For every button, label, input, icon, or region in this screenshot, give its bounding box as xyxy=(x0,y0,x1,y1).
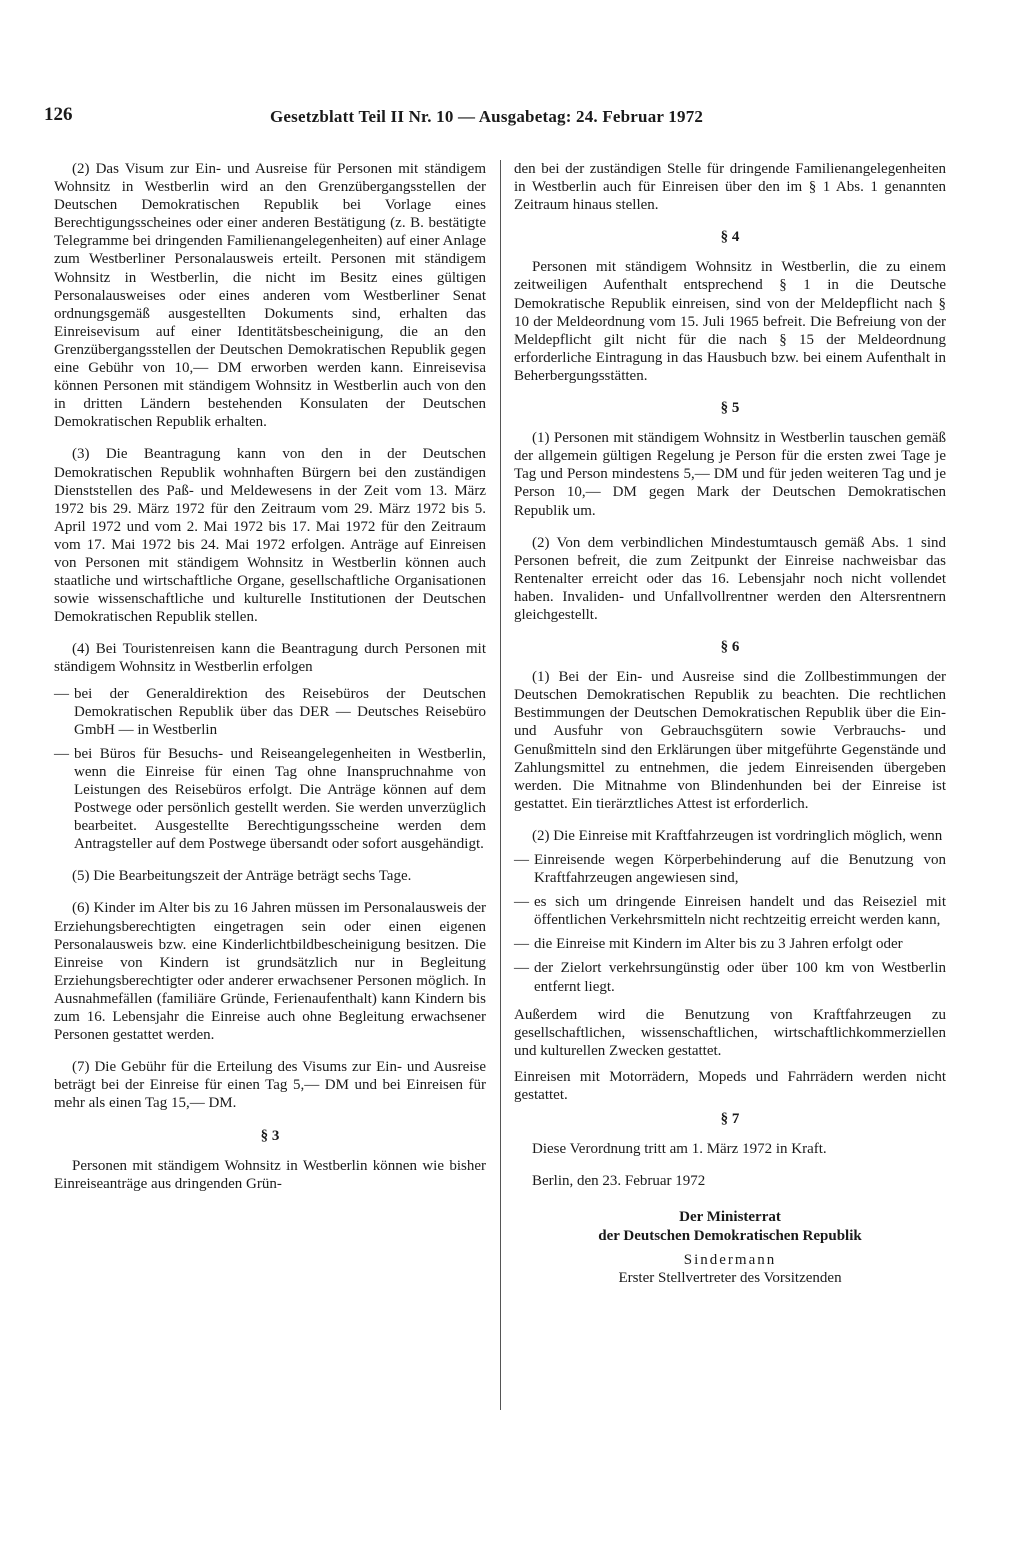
section-heading-7: § 7 xyxy=(720,1111,740,1128)
section-6-paragraph-4: Einreisen mit Motorrädern, Mopeds und Fahrrädern werden nicht gestattet. xyxy=(514,1068,946,1104)
paragraph-3: (3) Die Beantragung kann von den in der Deutschen Demokratischen Republik wohnhaften Bürgern bei den zuständigen Dienststellen des Paß- und Meldewesens in der Zeit vom 13. März 1972 bis 29. März 1972 für den Zeitraum vom 29. März 1972 bis 5. April 1972 und vom 2. Mai 1972 bis 17. Mai 1972 für den Zeitraum vom 17. Mai 1972 bis 24. Mai 1972 erfolgen. Anträge auf Einreisen von Personen mit ständigem Wohnsitz in Westberlin können auch staatliche und wirtschaftliche Organe, gesellschaftliche Organisationen sowie wissenschaftliche und kulturelle Institutionen der Deutschen Demokratischen Republik stellen. xyxy=(54,446,486,626)
dash-mark: — xyxy=(514,936,529,953)
signer-title: Erster Stellvertreter des Vorsitzenden xyxy=(618,1269,842,1286)
section-4-text: Personen mit ständigem Wohnsitz in Westberlin, die zu einem zeitweiligen Aufenthalt entsprechend § 1 in die Deutsche Demokratische Republik einreisen, sind von der Meldepflicht nach § 10 der Meldeordnung vom 15. Juli 1965 befreit. Die Befreiung von der Meldepflicht gilt nicht für die nach § 15 der Meldeordnung erforderliche Eintragung in das Hausbuch bzw. bei einem Aufenthalt in Beherbergungsstätten. xyxy=(514,259,946,384)
right-column xyxy=(514,160,946,1287)
signer-name: Sindermann xyxy=(683,1251,777,1268)
section-6-paragraph-3: Außerdem wird die Benutzung von Kraftfahrzeugen zu gesellschaftlichen, wissenschaftlichen, wirtschaftlichkommerziellen und kulturellen Zwecken gestattet. xyxy=(514,1006,946,1059)
section-5-paragraph-2: (2) Von dem verbindlichen Mindestumtausch gemäß Abs. 1 sind Personen befreit, die zum Zeitpunkt der Einreise nachweisbar das Rentenalter erreicht oder das 16. Lebensjahr noch nicht vollendet haben. Invaliden- und Unfallvollrentner werden den Altersrentnern gleichgestellt. xyxy=(514,534,946,623)
dash-mark: — xyxy=(54,745,69,762)
list-item xyxy=(54,745,486,854)
authority-line-2: der Deutschen Demokratischen Republik xyxy=(598,1227,862,1244)
dash-mark: — xyxy=(514,960,529,977)
section-heading-4: § 4 xyxy=(720,229,740,246)
paragraph-4: (4) Bei Touristenreisen kann die Beantragung durch Personen mit ständigem Wohnsitz in Westberlin erfolgen xyxy=(54,641,486,676)
list-item-text: bei Büros für Besuchs- und Reiseangelegenheiten in Westberlin, wenn die Einreise für einen Tag ohne Inanspruchnahme von Leistungen des Reisebüros erfolgt. Die Anträge können auf dem Postwege oder persönlich gestellt werden. Sie werden unverzüglich bearbeitet. Ausgestellte Berechtigungsscheine werden dem Antragsteller auf dem Postwege übersandt oder sofort ausgehändigt. xyxy=(74,745,486,853)
list-item-text: bei der Generaldirektion des Reisebüros der Deutschen Demokratischen Republik über das DER — Deutsches Reisebüro GmbH — in Westberlin xyxy=(74,685,486,738)
section-6-paragraph-2: (2) Die Einreise mit Kraftfahrzeugen ist vordringlich möglich, wenn xyxy=(532,827,943,844)
dash-mark: — xyxy=(514,852,529,868)
list-item-text: der Zielort verkehrsungünstig oder über 100 km von Westberlin entfernt liegt. xyxy=(534,960,946,995)
section-heading-3: § 3 xyxy=(260,1127,280,1144)
list-item xyxy=(514,851,946,887)
place-date: Berlin, den 23. Februar 1972 xyxy=(532,1173,706,1190)
list-item-text: es sich um dringende Einreisen handelt und das Reiseziel mit öffentlichen Verkehrsmitteln nicht rechtzeitig erreicht werden kann, xyxy=(534,894,946,929)
left-column xyxy=(54,160,486,1207)
list-item xyxy=(514,893,946,929)
section-heading-6: § 6 xyxy=(720,639,740,656)
section-5-paragraph-1: (1) Personen mit ständigem Wohnsitz in Westberlin tauschen gemäß der allgemein gültigen Regelung je Person für die ersten zwei Tage je Tag und Person mindestens 5,— DM und für jeden weiteren Tag und je Person 10,— DM gegen Mark der Deutschen Demokratischen Republik um. xyxy=(514,430,946,519)
section-heading-5: § 5 xyxy=(720,400,740,417)
list-item-text: die Einreise mit Kindern im Alter bis zu 3 Jahren erfolgt oder xyxy=(534,936,903,953)
list-item xyxy=(54,685,486,739)
paragraph-2: (2) Das Visum zur Ein- und Ausreise für Personen mit ständigem Wohnsitz in Westberlin wird an den Grenzübergangsstellen der Deutschen Demokratischen Republik bei Vorlage eines Berechtigungsscheines oder einer anderen Bestätigung (z. B. bestätigte Telegramme bei dringenden Familienangelegenheiten) auf einer Anlage zum Westberliner Personalausweis erteilt. Personen mit ständigem Wohnsitz in Westberlin, die nicht im Besitz eines gültigen Personalausweises oder eines anderen vom Westberliner Senat ordnungsgemäß ausgestellten Dokuments sind, erhalten das Einreisevisum auf einer Identitätsbescheinigung, die an den Grenzübergangsstellen der Deutschen Demokratischen Republik gegen eine Gebühr von 10,— DM erworben werden kann. Einreisevisa können Personen mit ständigem Wohnsitz in Westberlin auch von den in dritten Ländern bestehenden Konsulaten der Deutschen Demokratischen Republik erhalten. xyxy=(54,161,486,431)
column-divider xyxy=(500,160,501,1410)
page-number: 126 xyxy=(44,104,73,125)
paragraph-6: (6) Kinder im Alter bis zu 16 Jahren müssen im Personalausweis der Erziehungsberechtigten eingetragen sein oder einen eigenen Personalausweis bzw. eine Kinderlichtbildbescheinigung besitzen. Die Einreise von Kindern ist grundsätzlich nur in Begleitung Erziehungsberechtigter oder anderer erwachsener Personen möglich. In Ausnahmefällen (familiäre Gründe, Ferienaufenthalt) kann Kindern bis zum 16. Lebensjahr die Einreise auch ohne Begleitung erwachsener Personen gestattet werden. xyxy=(54,900,486,1044)
dash-mark: — xyxy=(514,894,529,911)
paragraph-5: (5) Die Bearbeitungszeit der Anträge beträgt sechs Tage. xyxy=(72,868,412,885)
list-item xyxy=(514,935,946,953)
header-title: Gesetzblatt Teil II Nr. 10 — Ausgabetag: 24. Februar 1972 xyxy=(270,107,704,126)
section-3-text: Personen mit ständigem Wohnsitz in Westberlin können wie bisher Einreiseanträge aus dringenden Grün- xyxy=(54,1157,486,1192)
list-item xyxy=(514,959,946,995)
authority-line-1: Der Ministerrat xyxy=(679,1209,781,1226)
section-6-paragraph-1: (1) Bei der Ein- und Ausreise sind die Zollbestimmungen der Deutschen Demokratischen Republik zu beachten. Die rechtlichen Bestimmungen der Deutschen Demokratischen Republik über die Ein- und Ausfuhr von Gebrauchsgütern sowie Verbrauchs- und Genußmitteln sind den Erklärungen über mitgeführte Gegenstände und Zahlungsmittel zu entnehmen, die jedem Einreisenden übergeben werden. Die Mitnahme von Blindenhunden bei der Einreise ist gestattet. Ein tierärztliches Attest ist erforderlich. xyxy=(514,669,946,812)
continued-paragraph: den bei der zuständigen Stelle für dringende Familienangelegenheiten in Westberlin auch für Einreisen über den im § 1 Abs. 1 genannten Zeitraum hinaus stellen. xyxy=(514,161,946,214)
list-item-text: Einreisende wegen Körperbehinderung auf die Benutzung von Kraftfahrzeugen angewiesen sind, xyxy=(534,852,946,887)
dash-mark: — xyxy=(54,685,69,702)
paragraph-7: (7) Die Gebühr für die Erteilung des Visums zur Ein- und Ausreise beträgt bei der Einreise für einen Tag 5,— DM und bei Einreisen für mehr als einen Tag 15,— DM. xyxy=(54,1059,486,1112)
section-7-text: Diese Verordnung tritt am 1. März 1972 in Kraft. xyxy=(532,1141,827,1158)
page-header xyxy=(44,104,764,134)
